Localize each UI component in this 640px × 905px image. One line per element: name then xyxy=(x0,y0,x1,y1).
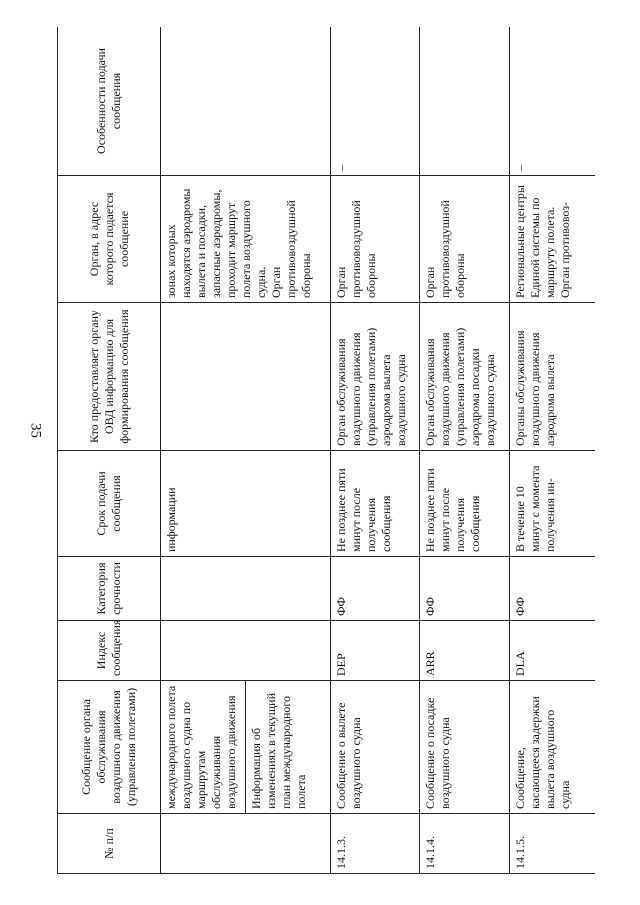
table-row xyxy=(161,27,331,874)
cell-notes xyxy=(161,27,331,176)
cell-index xyxy=(161,621,331,681)
cell-recipient: Орган противовоздушной обороны xyxy=(331,176,420,303)
cell-num: 14.1.3. xyxy=(331,814,420,874)
cell-message xyxy=(161,681,331,814)
table-frame xyxy=(57,27,595,874)
cell-notes xyxy=(420,27,510,176)
cell-provider: Орган обслуживания воздушного движения (управления полетами) аэродрома посадки воздушного судна xyxy=(420,303,510,451)
cell-message: Сообщение, касающееся задержки вылета воздушного судна xyxy=(510,681,596,814)
cell-urgency: ФФ xyxy=(510,557,596,621)
cell-urgency: ФФ xyxy=(331,557,420,621)
cell-message: Сообщение о вылете воздушного судна xyxy=(331,681,420,814)
cell-recipient-extra: Орган противовоз- xyxy=(558,201,572,298)
cell-message-part: международного полета воздушного судна по маршрутам обслуживания воздушного движения xyxy=(161,681,246,813)
header-row xyxy=(58,27,161,874)
messages-table xyxy=(57,27,595,874)
cell-deadline: Не позднее пяти минут после получения сообщения xyxy=(420,451,510,557)
cell-deadline: информации xyxy=(161,451,331,557)
cell-provider: Органы обслуживания воздушного движения аэродрома вылета xyxy=(510,303,596,451)
col-header-urgency: Категория срочности xyxy=(58,557,161,621)
cell-index: ARR xyxy=(420,621,510,681)
col-header-deadline: Срок подачи сообщения xyxy=(58,451,161,557)
cell-urgency xyxy=(161,557,331,621)
col-header-message: Сообщение органа обслуживания воздушного движения (управления полетами) xyxy=(58,681,161,814)
cell-recipient-text: зонах которых находятся аэродромы вылета и посадки, запасные аэродромы, проходит маршрут полета воздушного судна. xyxy=(164,188,268,298)
cell-deadline: В течение 10 минут с момента получения ин- xyxy=(510,451,596,557)
cell-recipient: Орган противовоздушной обороны xyxy=(420,176,510,303)
cell-index: DLA xyxy=(510,621,596,681)
cell-recipient xyxy=(161,176,331,303)
cell-num: 14.1.4. xyxy=(420,814,510,874)
cell-recipient xyxy=(510,176,596,303)
cell-recipient-text: Региональные центры Единой системы по маршруту полета. xyxy=(513,185,557,298)
cell-provider xyxy=(161,303,331,451)
page-number: 35 xyxy=(27,423,44,438)
cell-notes: – xyxy=(510,27,596,176)
cell-provider: Орган обслуживания воздушного движения (управления полетами) аэродрома вылета воздушного судна xyxy=(331,303,420,451)
col-header-recipient: Орган, в адрес которого подается сообщение xyxy=(58,176,161,303)
cell-notes: – xyxy=(331,27,420,176)
col-header-num: № п/п xyxy=(58,814,161,874)
table-row xyxy=(331,27,420,874)
col-header-index: Индекс сообщения xyxy=(58,621,161,681)
table-row xyxy=(420,27,510,874)
cell-index: DEP xyxy=(331,621,420,681)
col-header-notes: Особенности подачи сообщения xyxy=(58,27,161,176)
cell-recipient-extra: Орган противовоздушной обороны xyxy=(269,200,313,298)
cell-message: Сообщение о посадке воздушного судна xyxy=(420,681,510,814)
cell-num xyxy=(161,814,331,874)
cell-num: 14.1.5. xyxy=(510,814,596,874)
cell-message-extra: Информация об изменениях в текущий план международного полета xyxy=(249,692,308,809)
cell-urgency: ФФ xyxy=(420,557,510,621)
cell-deadline: Не позднее пяти минут после получения сообщения xyxy=(331,451,420,557)
table-row xyxy=(510,27,596,874)
col-header-provider: Кто предоставляет органу ОВД информацию для формирования сообщения xyxy=(58,303,161,451)
